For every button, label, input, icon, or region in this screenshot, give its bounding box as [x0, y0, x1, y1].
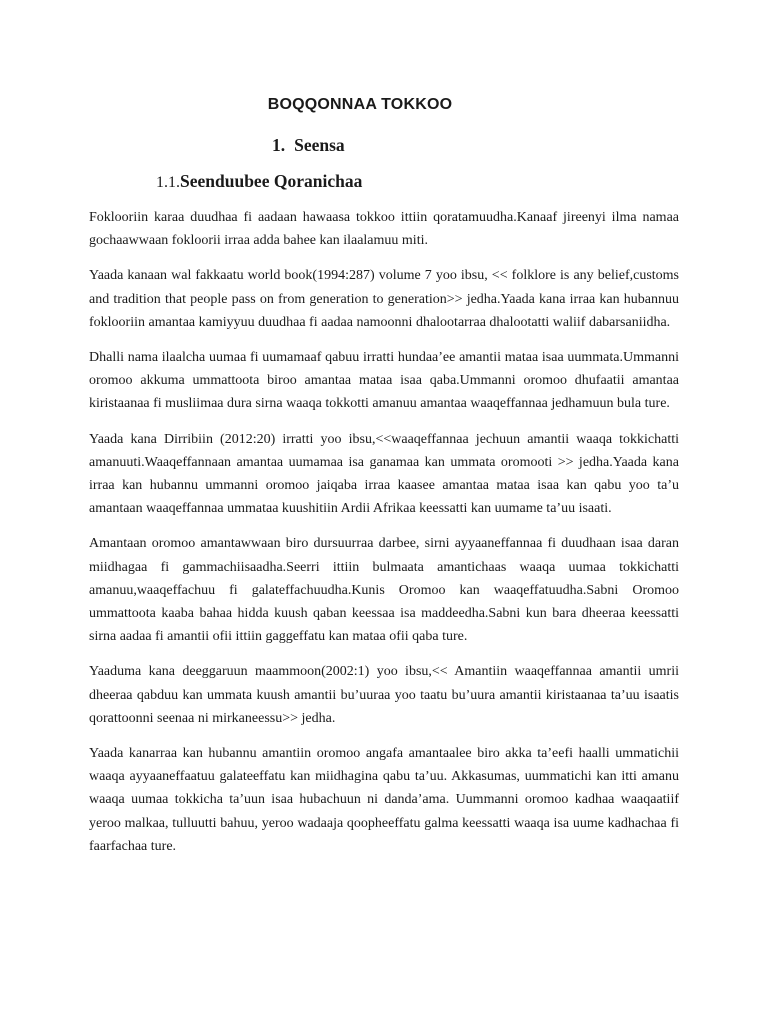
subsection-number: 1.1. [156, 174, 180, 191]
chapter-title: BOQQONNAA TOKKOO [267, 96, 453, 113]
section-heading [272, 135, 345, 156]
section-title: Seensa [294, 135, 345, 155]
body-text [89, 206, 679, 870]
subsection-title: Seenduubee Qoranichaa [180, 171, 363, 191]
paragraph: Yaada kana Dirribiin (2012:20) irratti yoo ibsu,<<waaqeffannaa jechuun amantii waaqa tokkichatti amanuuti.Waaqeffannaan amantaa uumamaa isa ganamaa kan ummata oromooti >> jedha.Yaada kana irraa kan hubannu ummanni oromoo jaiqaba irraa kaasee amantaa mataa isaa kan qabu yoo ta’u amantaan waaqeffannaa ummataa kuushitiin Ardii Afrikaa keessatti kan uumame ta’uu isaati. [89, 431, 679, 517]
paragraph: Fokloorii​n karaa duudhaa fi aadaan hawaasa tokkoo ittiin qoratamuudha.Kanaaf jireenyi ilma namaa gochaawwaan fokloorii irraa adda bahee kan ilaalamuu miti. [89, 210, 679, 249]
section-number: 1. [272, 135, 286, 155]
paragraph: Amantaan oromoo amantawwaan biro dursuurraa darbee, sirni ayyaaneffannaa fi duudhaan isaa daran miidhagaa fi gammachiisaadha.Seerri ittiin bulmaata amantichaas waaqa uumaa tokkichatti amanuu,waaqeffachuu fi galateffachuudha.Kunis Oromoo kan waaqeffatuudha.Sabni Oromoo ummattoota kaaba bahaa hidda kuush qaban keessaa isa maddeedha.Sabni kun bara dheeraa keessatti sirna aadaa fi amantii ofii ittiin gaggeffatu kan mataa ofii qaba ture. [89, 536, 679, 645]
paragraph: Yaada kanarraa kan hubannu amantiin oromoo angafa amantaalee biro akka ta’eefi haalli ummatichii waaqa ayyaaneffaatuu galateeffatu kan miidhagina qabu ta’uu. Akkasumas, uummatichi kan itti amanu waaqa uumaa tokkicha ta’uun isaa hubachuun ni danda’ama. Uummanni oromoo kadhaa waaqaatiif yeroo malkaa, tulluutti bahuu, yeroo wadaaja qoopheeffatu galma keessatti waaqa isa uume kadhachaa fi faarfachaa ture. [89, 746, 679, 854]
paragraph: Dhalli nama ilaalcha uumaa fi uumamaaf qabuu irratti hundaa’ee amantii mataa isaa uummata.Ummanni oromoo akkuma ummattoota biroo amantaa mataa isaa qaba.Ummanni oromoo dhufaatii amantaa kiristaanaa fi musliimaa dura sirna waaqa tokkotti amanuu amantaa waaqeffannaa jedhamuun bula ture. [89, 350, 679, 412]
subsection-heading [156, 171, 362, 192]
paragraph: Yaada kanaan wal fakkaatu world book(1994:287) volume 7 yoo ibsu, << folklore is any belief,customs and tradition that people pass on from generation to generation>> jedha.Yaada kana irraa kan hubannuu fokloo​riin amantaa kamiyyuu duudhaa fi aadaa namoonni dhalootarraa dhalootatti waliif dabarsaniidha. [89, 268, 679, 330]
paragraph: Yaaduma kana deeggaruun maammoon(2002:1) yoo ibsu,<< Amantiin waaqeffannaa amantii umrii dheeraa qabduu kan ummata kuush amantii bu’uuraa yoo taatu bu’uura amantii kiristaanaa ta’uu isaatis qorattoonni seenaa ni mirkaneessu>> jedha. [89, 664, 679, 726]
